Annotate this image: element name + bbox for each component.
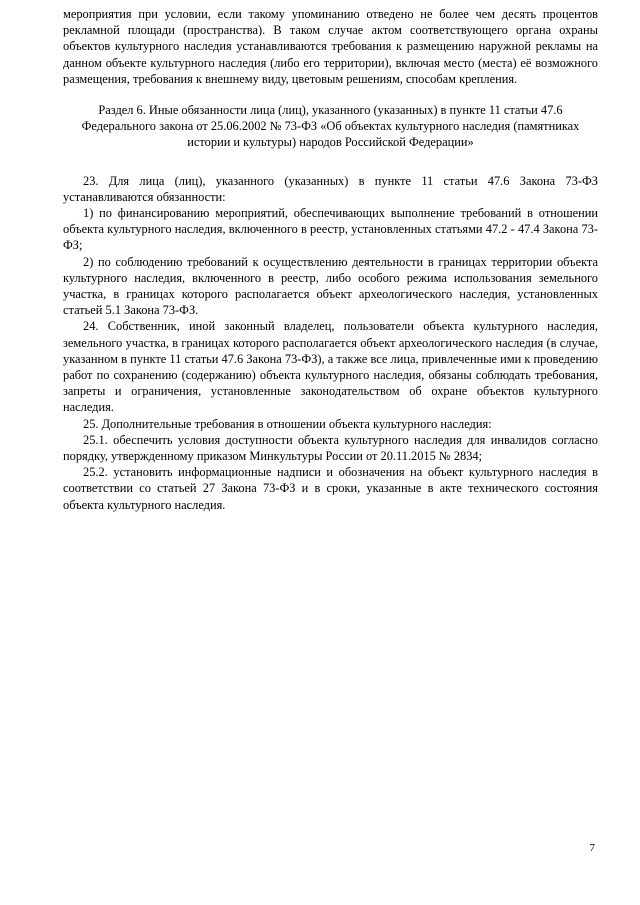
- clause-23-item-1: 1) по финансированию мероприятий, обеспечивающих выполнение требований в отношении объекта культурного наследия, включенного в реестр, установленных статьями 47.2 - 47.4 Закона 73-ФЗ;: [63, 206, 598, 253]
- clause-25-2: 25.2. установить информационные надписи и обозначения на объект культурного наследия в соответствии со статьей 27 Закона 73-ФЗ и в сроки, указанные в акте технического состояния объекта культурного наследия.: [63, 465, 598, 512]
- clause-25: 25. Дополнительные требования в отношении объекта культурного наследия:: [83, 416, 492, 431]
- page-number: 7: [589, 842, 595, 854]
- clause-23-item-2: 2) по соблюдению требований к осуществлению деятельности в границах территории объекта культурного наследия, включенного в реестр, либо особого режима использования земельного участка, в границах которого располагается объект археологического наследия, установленных статьей 5.1 Закона 73-ФЗ.: [63, 254, 598, 318]
- continuation-paragraph: мероприятия при условии, если такому упоминанию отведено не более чем десять процентов рекламной площади (пространства). В таком случае актом соответствующего органа охраны объектов культурного наследия устанавливаются требования к размещению наружной рекламы на данном объекте культурного наследия (либо его территории), включая место (места) её возможного размещения, требования к внешнему виду, цветовым решениям, способам крепления.: [63, 7, 598, 86]
- document-page: [63, 6, 598, 513]
- clause-24: 24. Собственник, иной законный владелец, пользователи объекта культурного наследия, земельного участка, в границах которого располагается объект археологического наследия (в случае, указанном в пункте 11 статьи 47.6 Закона 73-ФЗ), а также все лица, привлеченные ими к проведению работ по сохранению (содержанию) объекта культурного наследия, обязаны соблюдать требования, запреты и ограничения, установленные законодательством об охране объектов культурного наследия.: [63, 319, 598, 415]
- section-heading: Раздел 6. Иные обязанности лица (лиц), указанного (указанных) в пункте 11 статьи 47.6 Федерального закона от 25.06.2002 № 73-ФЗ «Об объектах культурного наследия (памятниках истории и культуры) народов Российской Федерации»: [81, 103, 580, 150]
- clause-23: 23. Для лица (лиц), указанного (указанных) в пункте 11 статьи 47.6 Закона 73-ФЗ устанавливаются обязанности:: [63, 173, 598, 204]
- clause-25-1: 25.1. обеспечить условия доступности объекта культурного наследия для инвалидов согласно порядку, утвержденному приказом Минкультуры России от 20.11.2015 № 2834;: [63, 432, 598, 464]
